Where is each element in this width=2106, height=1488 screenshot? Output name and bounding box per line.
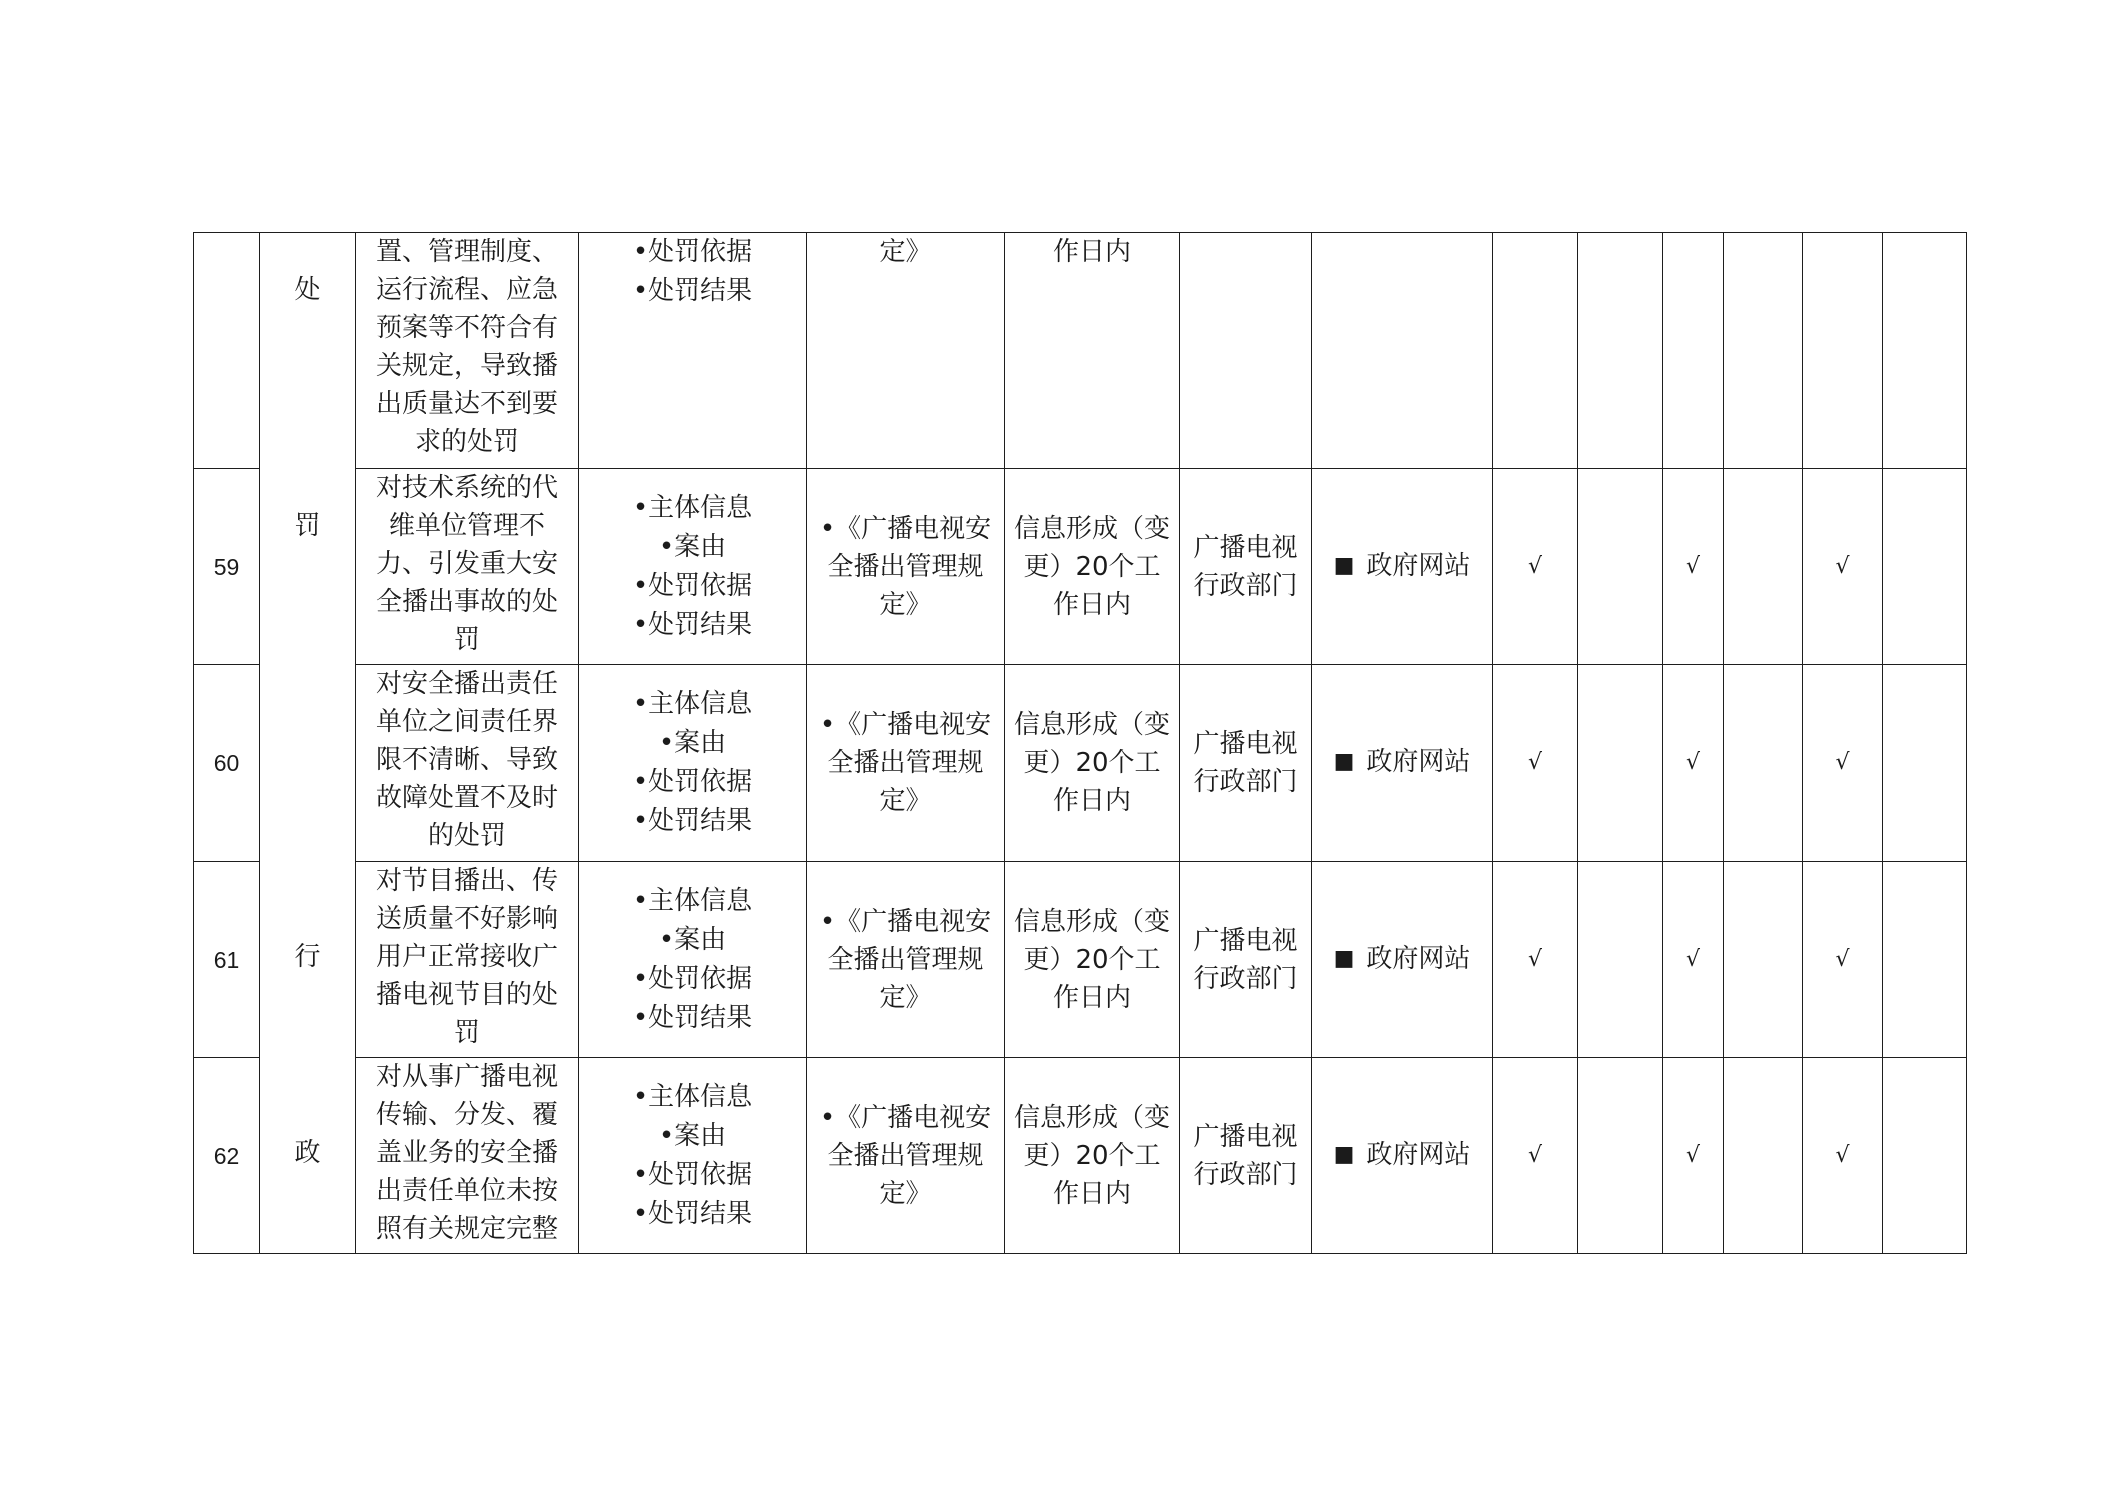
continuation-check-cell	[1883, 233, 1967, 469]
check-cell	[1883, 862, 1967, 1058]
row-number: 60	[194, 665, 260, 862]
check-cell: √	[1803, 862, 1883, 1058]
black-square-icon: ■	[1333, 749, 1355, 774]
continuation-check-cell	[1578, 233, 1663, 469]
continuation-check-cell	[1493, 233, 1578, 469]
check-cell: √	[1493, 469, 1578, 665]
row-contents	[579, 1058, 807, 1254]
black-square-icon: ■	[1333, 1141, 1355, 1167]
content-item: •处罚结果	[632, 806, 753, 836]
content-item: •处罚依据	[632, 1159, 753, 1190]
row-contents	[579, 665, 807, 862]
check-cell: √	[1663, 1058, 1724, 1254]
row-channel	[1312, 1058, 1493, 1254]
continuation-contents	[579, 233, 807, 469]
row-number: 62	[194, 1058, 260, 1254]
table-row	[194, 469, 1967, 665]
row-description: 对节目播出、传送质量不好影响用户正常接收广播电视节目的处罚	[356, 862, 579, 1058]
check-cell	[1578, 469, 1663, 665]
black-square-icon: ■	[1333, 945, 1355, 971]
check-cell: √	[1663, 862, 1724, 1058]
category-char: 罚	[294, 511, 321, 541]
content-item: •案由	[658, 1120, 727, 1151]
check-cell	[1578, 1058, 1663, 1254]
continuation-description: 置、管理制度、运行流程、应急预案等不符合有关规定，导致播出质量达不到要求的处罚	[356, 233, 579, 469]
content-item: •主体信息	[632, 689, 753, 719]
check-cell	[1724, 469, 1803, 665]
content-item: •案由	[658, 531, 727, 562]
table-row	[194, 665, 1967, 862]
row-department: 广播电视行政部门	[1180, 469, 1312, 665]
row-deadline: 信息形成（变更）20个工作日内	[1005, 1058, 1180, 1254]
row-contents	[579, 469, 807, 665]
row-number: 61	[194, 862, 260, 1058]
row-department: 广播电视行政部门	[1180, 862, 1312, 1058]
row-deadline: 信息形成（变更）20个工作日内	[1005, 862, 1180, 1058]
table-row	[194, 1058, 1967, 1254]
row-department: 广播电视行政部门	[1180, 1058, 1312, 1254]
table-row	[194, 862, 1967, 1058]
channel-label: 政府网站	[1366, 1139, 1471, 1170]
row-basis: •《广播电视安全播出管理规定》	[807, 469, 1005, 665]
check-cell	[1578, 665, 1663, 862]
black-square-icon: ■	[1333, 552, 1355, 578]
content-item: •处罚结果	[632, 1198, 753, 1229]
check-cell: √	[1493, 665, 1578, 862]
content-item: •处罚依据	[632, 963, 753, 994]
channel-label: 政府网站	[1366, 550, 1471, 581]
continuation-row	[194, 233, 1967, 469]
content-item: •处罚依据	[632, 237, 753, 267]
row-deadline: 信息形成（变更）20个工作日内	[1005, 469, 1180, 665]
content-item: •处罚结果	[632, 609, 753, 640]
disclosure-table	[193, 232, 1967, 1254]
check-cell	[1578, 862, 1663, 1058]
row-description: 对技术系统的代维单位管理不力、引发重大安全播出事故的处罚	[356, 469, 579, 665]
category-char: 政	[294, 1138, 321, 1168]
row-department: 广播电视行政部门	[1180, 665, 1312, 862]
content-item: •处罚依据	[632, 767, 753, 797]
check-cell: √	[1493, 862, 1578, 1058]
category-char: 行	[294, 942, 321, 972]
continuation-check-cell	[1803, 233, 1883, 469]
check-cell: √	[1663, 469, 1724, 665]
row-channel	[1312, 469, 1493, 665]
check-cell: √	[1803, 665, 1883, 862]
check-cell	[1883, 665, 1967, 862]
row-contents	[579, 862, 807, 1058]
content-item: •主体信息	[632, 885, 753, 916]
check-cell: √	[1493, 1058, 1578, 1254]
row-description: 对安全播出责任单位之间责任界限不清晰、导致故障处置不及时的处罚	[356, 665, 579, 862]
row-basis: •《广播电视安全播出管理规定》	[807, 862, 1005, 1058]
row-deadline: 信息形成（变更）20个工作日内	[1005, 665, 1180, 862]
check-cell: √	[1663, 665, 1724, 862]
continuation-deadline: 作日内	[1005, 233, 1180, 469]
content-item: •主体信息	[632, 1081, 753, 1112]
category-cell	[260, 233, 356, 1254]
check-cell	[1724, 862, 1803, 1058]
category-label	[260, 233, 355, 1252]
continuation-check-cell	[1663, 233, 1724, 469]
row-basis: •《广播电视安全播出管理规定》	[807, 1058, 1005, 1254]
row-channel	[1312, 862, 1493, 1058]
continuation-department	[1180, 233, 1312, 469]
continuation-channel	[1312, 233, 1493, 469]
check-cell	[1883, 1058, 1967, 1254]
row-number: 59	[194, 469, 260, 665]
content-item: •处罚结果	[632, 276, 753, 306]
row-basis: •《广播电视安全播出管理规定》	[807, 665, 1005, 862]
check-cell	[1724, 1058, 1803, 1254]
content-item: •案由	[658, 924, 727, 955]
row-channel	[1312, 665, 1493, 862]
channel-label: 政府网站	[1366, 943, 1471, 974]
content-item: •案由	[658, 728, 727, 758]
channel-label: 政府网站	[1366, 747, 1471, 777]
content-item: •处罚依据	[632, 570, 753, 601]
continuation-basis: 定》	[807, 233, 1005, 469]
continuation-check-cell	[1724, 233, 1803, 469]
continuation-number-cell	[194, 233, 260, 469]
row-description: 对从事广播电视传输、分发、覆盖业务的安全播出责任单位未按照有关规定完整	[356, 1058, 579, 1254]
check-cell: √	[1803, 469, 1883, 665]
check-cell	[1883, 469, 1967, 665]
content-item: •处罚结果	[632, 1002, 753, 1033]
category-char: 处	[294, 275, 321, 305]
check-cell: √	[1803, 1058, 1883, 1254]
content-item: •主体信息	[632, 492, 753, 523]
check-cell	[1724, 665, 1803, 862]
